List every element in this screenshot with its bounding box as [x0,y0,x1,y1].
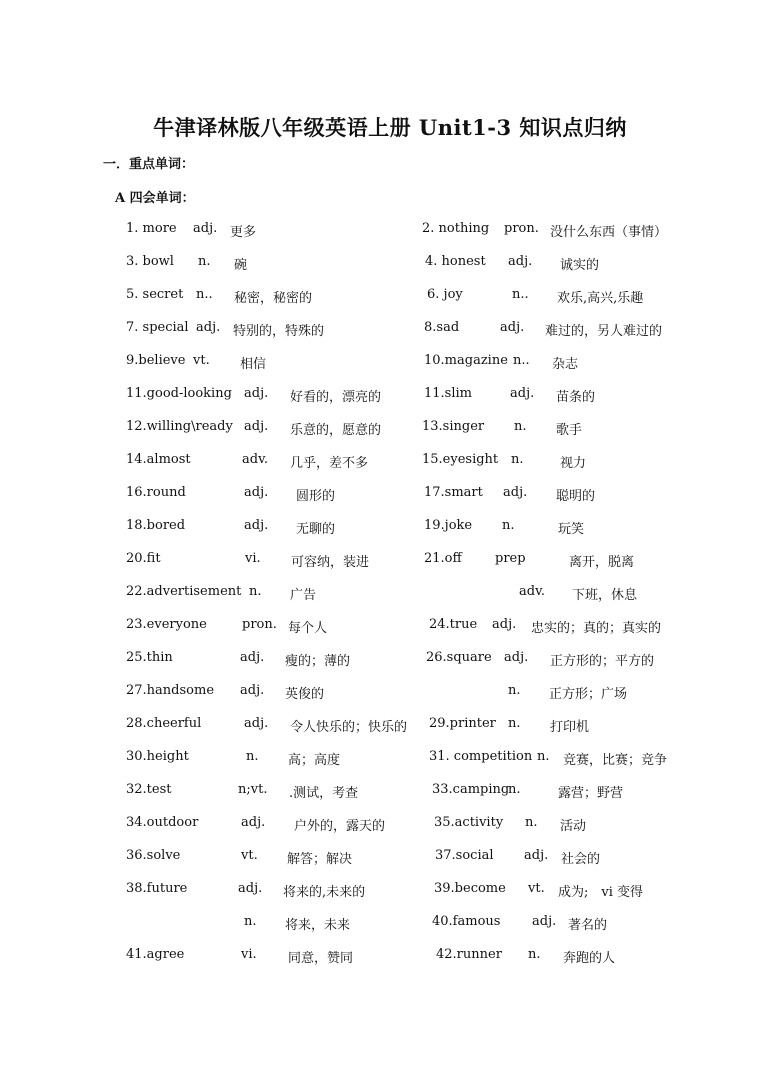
left-meaning: 更多 [230,225,257,240]
right-pos: adj. [532,914,557,929]
right-word: 37.social [435,848,494,863]
vocab-row [0,287,780,307]
left-word: 34.outdoor [126,815,199,830]
right-word: 8.sad [424,320,460,335]
right-meaning: 聪明的 [556,489,596,504]
right-word: 4. honest [425,254,486,269]
left-word: 3. bowl [126,254,174,269]
vocab-row [0,881,780,901]
left-meaning: 特别的，特殊的 [233,324,325,339]
left-pos: adj. [241,815,266,830]
left-word: 5. secret [126,287,184,302]
vocab-row [0,716,780,736]
right-word: 26.square [426,650,492,665]
left-pos: n;vt. [238,782,268,797]
right-word: 33.camping [432,782,510,797]
right-pos: n. [508,782,521,797]
left-meaning: 将来，未来 [285,918,351,933]
left-word: 18.bored [126,518,186,533]
right-meaning: 正方形的；平方的 [550,654,655,669]
left-word: 7. special [126,320,189,335]
right-pos: n. [508,716,521,731]
left-word: 41.agree [126,947,185,962]
left-pos: adj. [238,881,263,896]
right-pos: n. [511,452,524,467]
left-pos: adj. [240,650,265,665]
left-word: 16.round [126,485,186,500]
right-pos: adj. [510,386,535,401]
left-pos: vt. [241,848,258,863]
vocab-row [0,254,780,274]
left-word: 36.solve [126,848,181,863]
right-word: 39.become [434,881,506,896]
right-meaning: 竞赛，比赛；竞争 [563,753,668,768]
right-meaning: 忠实的；真的；真实的 [531,621,662,636]
vocab-row [0,452,780,472]
right-pos: n. [502,518,515,533]
left-word: 32.test [126,782,172,797]
left-meaning: 可容纳，装进 [291,555,370,570]
right-pos: pron. [504,221,539,236]
right-meaning: 成为; vi 变得 [558,885,644,900]
vocab-row [0,485,780,505]
right-word: 13.singer [422,419,485,434]
left-word: 28.cheerful [126,716,202,731]
left-meaning: 乐意的，愿意的 [290,423,382,438]
left-pos: adj. [193,221,218,236]
vocab-row [0,782,780,802]
vocab-row [0,617,780,637]
right-meaning: 离开，脱离 [569,555,635,570]
left-pos: adv. [242,452,269,467]
vocab-row [0,749,780,769]
right-meaning: 视力 [560,456,587,471]
left-word: 9.believe [126,353,186,368]
right-word: 6. joy [427,287,463,302]
right-word: 24.true [429,617,478,632]
right-meaning: 著名的 [568,918,608,933]
right-meaning: 杂志 [552,357,579,372]
right-meaning: 下班，休息 [572,588,638,603]
right-word: 11.slim [424,386,472,401]
left-meaning: 将来的,未来的 [283,885,366,900]
right-meaning: 露营；野营 [558,786,624,801]
right-word: 40.famous [432,914,501,929]
right-meaning: 没什么东西（事情） [550,225,668,240]
left-meaning: 英俊的 [285,687,325,702]
right-pos: adj. [500,320,525,335]
left-meaning: 好看的，漂亮的 [290,390,382,405]
right-pos: adj. [503,485,528,500]
right-meaning: 诚实的 [560,258,600,273]
left-pos: adj. [244,518,269,533]
left-meaning: 令人快乐的；快乐的 [290,720,408,735]
left-meaning: 每个人 [288,621,328,636]
right-pos: n.. [513,353,530,368]
right-meaning: 打印机 [550,720,590,735]
left-meaning: 几乎，差不多 [290,456,369,471]
left-word: 30.height [126,749,189,764]
left-meaning: 同意，赞同 [288,951,354,966]
left-pos: vi. [241,947,257,962]
right-meaning: 苗条的 [556,390,596,405]
right-pos: adj. [524,848,549,863]
right-pos: n. [525,815,538,830]
vocab-row [0,914,780,934]
right-pos: n. [537,749,550,764]
section-heading-vocabulary: 一．重点单词： [103,157,195,172]
right-pos: adj. [508,254,533,269]
left-meaning: 碗 [234,258,248,273]
left-pos: adj. [244,485,269,500]
left-word: 14.almost [126,452,191,467]
vocab-row [0,584,780,604]
right-word: 29.printer [429,716,496,731]
left-meaning: 无聊的 [296,522,336,537]
vocab-row [0,320,780,340]
left-pos: n. [198,254,211,269]
left-pos: adj. [244,386,269,401]
right-pos: prep [495,551,526,566]
right-word: 42.runner [436,947,502,962]
vocab-row [0,518,780,538]
right-pos: n. [514,419,527,434]
right-meaning: 社会的 [561,852,601,867]
right-pos: adj. [504,650,529,665]
right-pos: vt. [528,881,545,896]
right-pos: adv. [519,584,546,599]
left-pos: adj. [240,683,265,698]
left-meaning: 广告 [290,588,317,603]
left-meaning: 高；高度 [288,753,341,768]
right-pos: n. [508,683,521,698]
left-pos: adj. [196,320,221,335]
right-word: 19.joke [424,518,473,533]
left-word: 23.everyone [126,617,207,632]
vocab-row [0,848,780,868]
vocab-row [0,947,780,967]
vocab-row [0,650,780,670]
left-pos: n. [244,914,257,929]
page-title: 牛津译林版八年级英语上册 Unit1-3 知识点归纳 [153,115,627,140]
left-word: 11.good-looking [126,386,232,401]
vocab-row [0,683,780,703]
left-word: 38.future [126,881,188,896]
right-meaning: 玩笑 [558,522,585,537]
left-meaning: .测试，考查 [289,786,359,801]
left-meaning: 秘密，秘密的 [234,291,313,306]
left-pos: adj. [244,716,269,731]
right-pos: n.. [512,287,529,302]
vocab-row [0,386,780,406]
left-meaning: 相信 [240,357,267,372]
right-word: 31. competition [429,749,533,764]
left-word: 12.willing\ready [126,419,233,434]
right-meaning: 难过的，另人难过的 [545,324,663,339]
right-meaning: 正方形；广场 [549,687,628,702]
left-word: 25.thin [126,650,173,665]
left-word: 1. more [126,221,177,236]
right-word: 35.activity [434,815,504,830]
left-pos: n. [246,749,259,764]
right-pos: n. [528,947,541,962]
left-pos: adj. [244,419,269,434]
left-word: 20.fit [126,551,161,566]
right-meaning: 欢乐,高兴,乐趣 [557,291,644,306]
subsection-heading-four-skill-words: A 四会单词： [115,191,195,206]
right-word: 15.eyesight [422,452,499,467]
vocab-row [0,353,780,373]
right-word: 2. nothing [422,221,490,236]
left-meaning: 圆形的 [296,489,336,504]
left-pos: n.. [196,287,213,302]
right-word: 21.off [424,551,462,566]
left-pos: n. [249,584,262,599]
left-word: 22.advertisement [126,584,242,599]
left-pos: vi. [245,551,261,566]
left-pos: pron. [242,617,277,632]
vocab-row [0,419,780,439]
left-meaning: 解答；解决 [287,852,353,867]
right-word: 17.smart [424,485,483,500]
right-meaning: 活动 [560,819,587,834]
left-pos: vt. [193,353,210,368]
vocab-row [0,221,780,241]
right-word: 10.magazine [424,353,508,368]
left-meaning: 瘦的；薄的 [285,654,351,669]
right-meaning: 奔跑的人 [563,951,616,966]
left-meaning: 户外的，露天的 [294,819,386,834]
vocab-row [0,551,780,571]
right-pos: adj. [492,617,517,632]
right-meaning: 歌手 [556,423,583,438]
vocab-row [0,815,780,835]
left-word: 27.handsome [126,683,215,698]
